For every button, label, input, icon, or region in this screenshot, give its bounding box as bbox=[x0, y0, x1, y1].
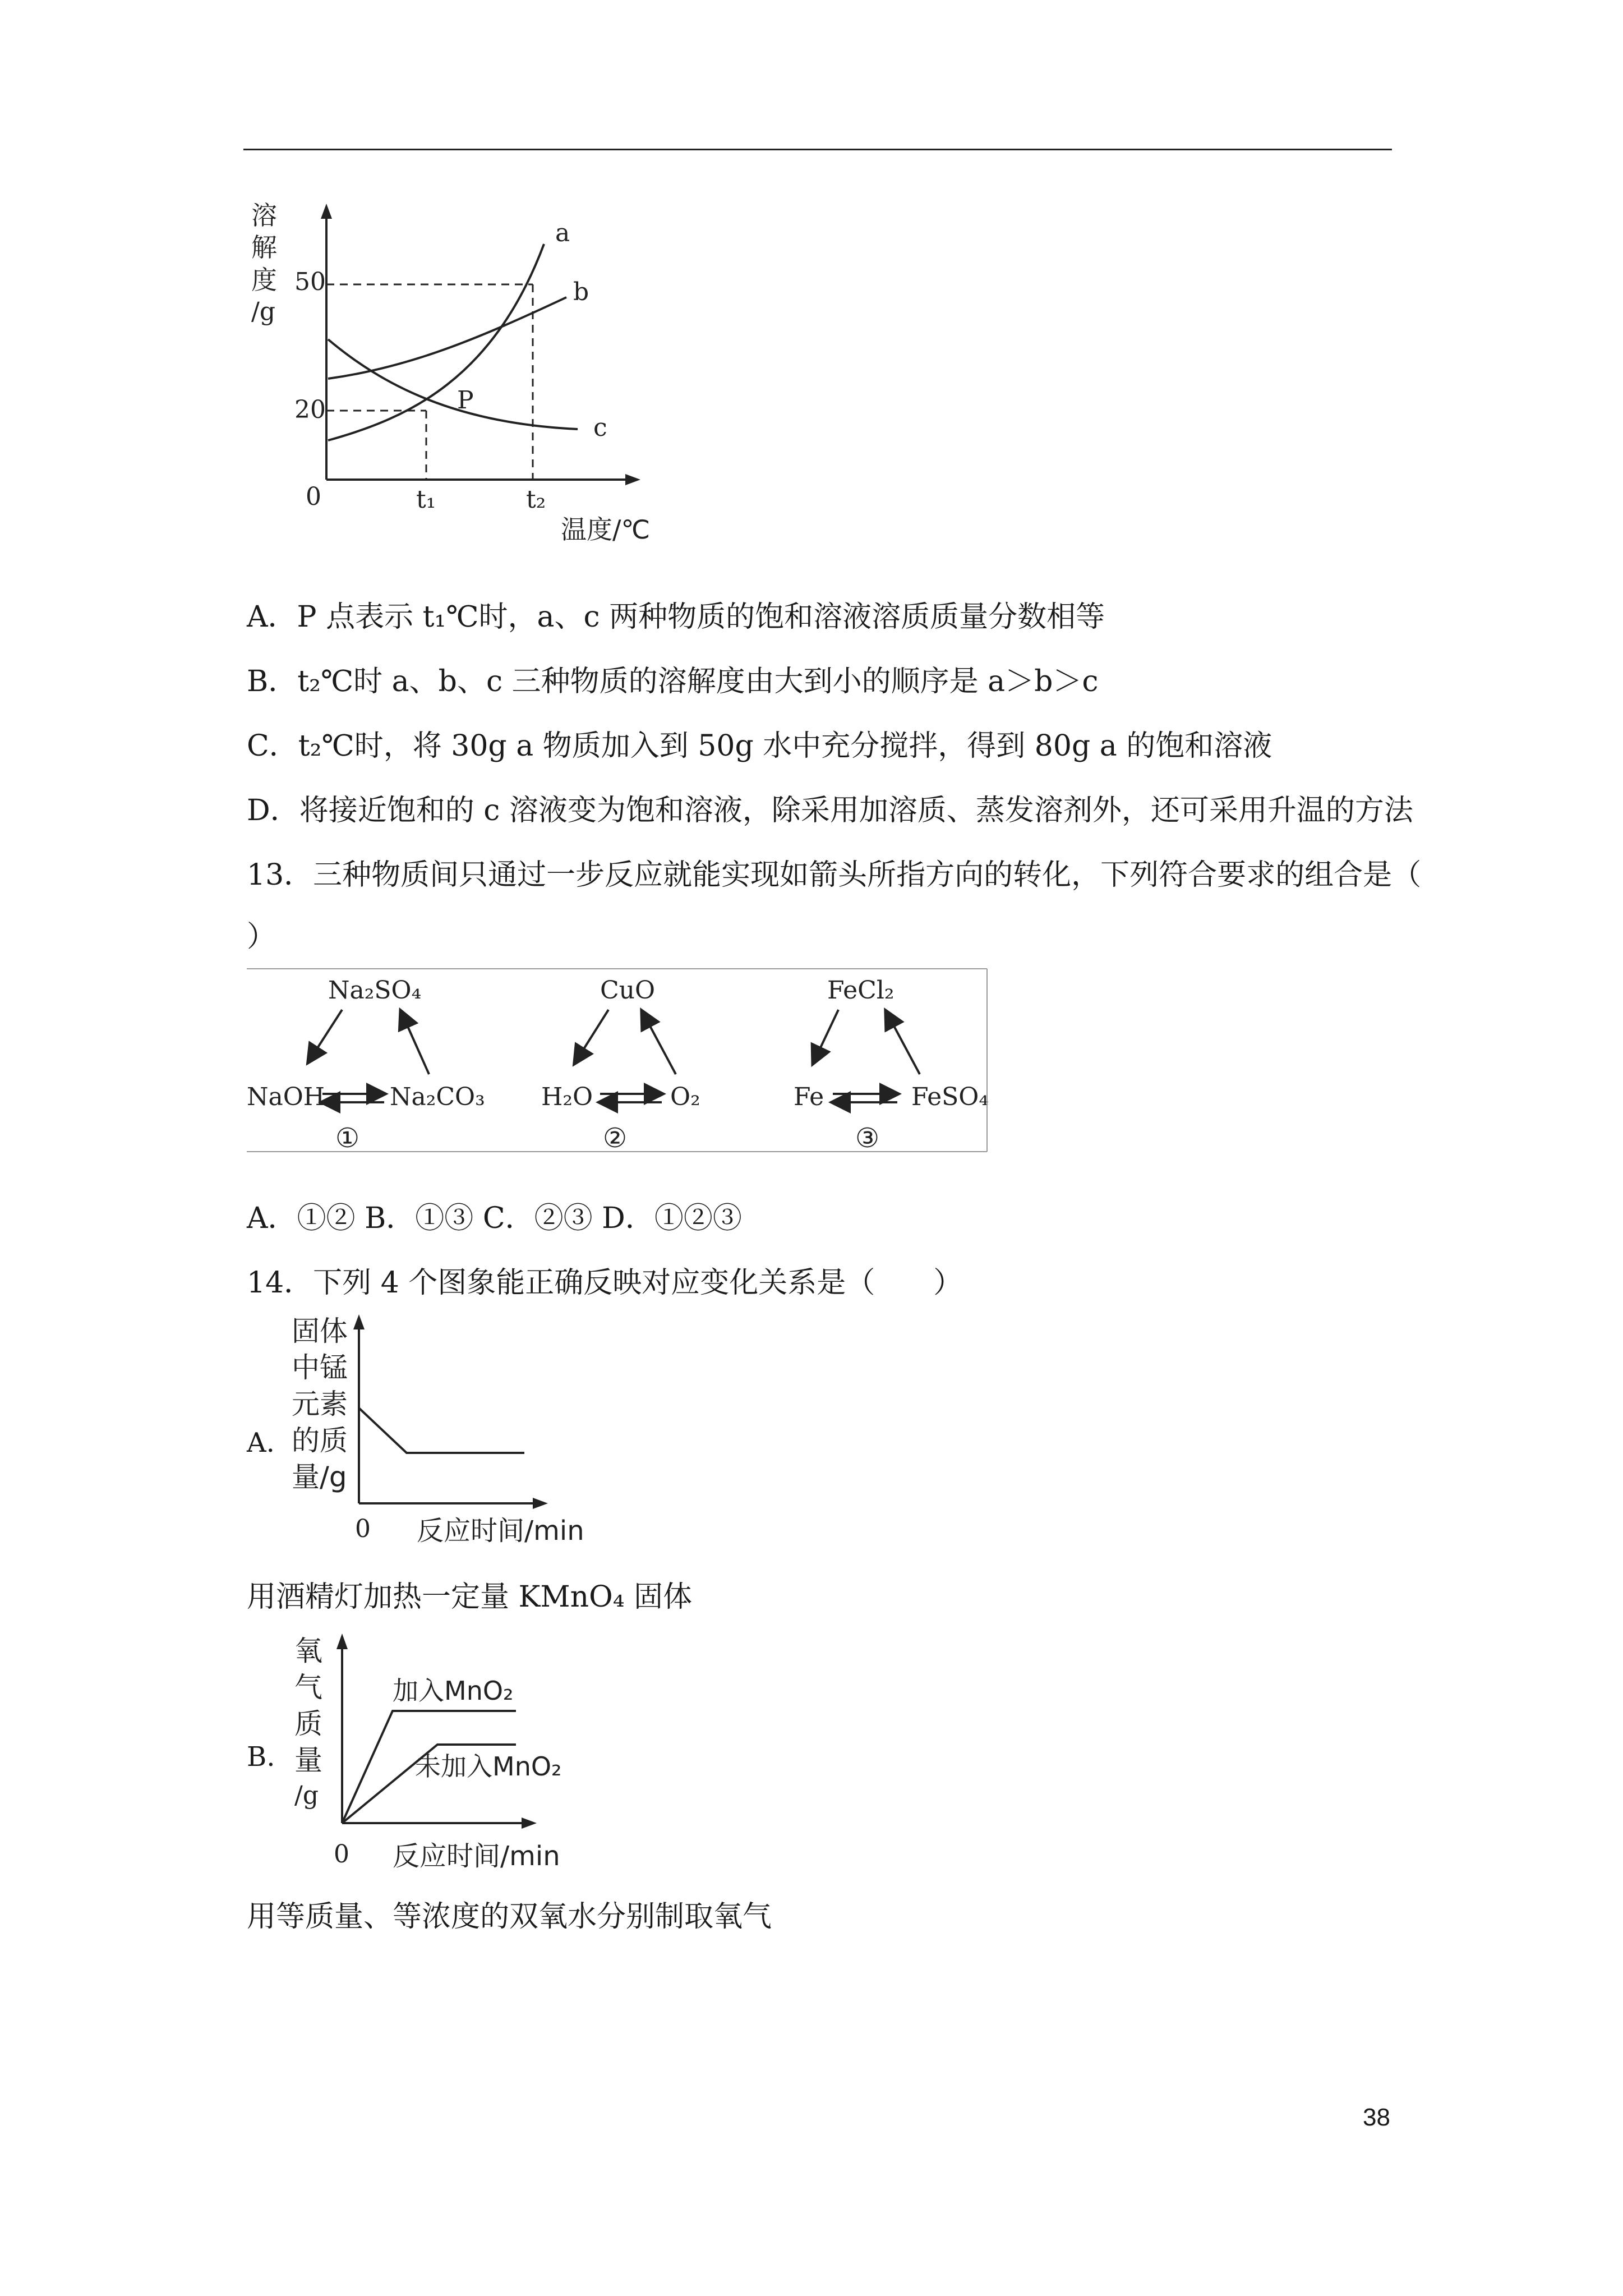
a-ylabel-3: 元素 bbox=[292, 1388, 348, 1420]
label-a: a bbox=[555, 219, 570, 247]
b-ylabel-5: /g bbox=[294, 1781, 319, 1810]
g2-top: CuO bbox=[600, 976, 656, 1005]
a-ylabel-5: 量/g bbox=[292, 1461, 347, 1493]
ytick-50: 50 bbox=[294, 268, 326, 296]
g3-top: FeCl₂ bbox=[827, 976, 895, 1005]
curve-c bbox=[328, 339, 578, 429]
a-ylabel-1: 固体 bbox=[292, 1315, 348, 1347]
g2-num: ② bbox=[603, 1122, 628, 1153]
ylabel-char-1: 溶 bbox=[251, 200, 277, 231]
header-rule bbox=[243, 149, 1392, 150]
ylabel-char-3: 度 bbox=[251, 265, 277, 295]
q12-option-b: B．t₂℃时 a、b、c 三种物质的溶解度由大到小的顺序是 a＞b＞c bbox=[247, 665, 1099, 698]
q13-stem-line2: ） bbox=[247, 920, 276, 954]
b-ylabel-2: 气 bbox=[294, 1671, 322, 1704]
a-xlabel: 反应时间/min bbox=[417, 1515, 584, 1547]
a-line bbox=[359, 1408, 524, 1453]
origin-label: 0 bbox=[306, 482, 321, 511]
q12-option-c: C．t₂℃时，将 30g a 物质加入到 50g 水中充分搅拌，得到 80g a 的饱和溶液 bbox=[247, 729, 1272, 763]
a-origin: 0 bbox=[355, 1515, 371, 1543]
g1-num: ① bbox=[335, 1122, 360, 1153]
g2-left: H₂O bbox=[541, 1083, 593, 1111]
label-b: b bbox=[573, 278, 589, 306]
q12-option-a: A．P 点表示 t₁℃时，a、c 两种物质的饱和溶液溶质质量分数相等 bbox=[247, 600, 1105, 634]
b-xlabel: 反应时间/min bbox=[393, 1841, 560, 1872]
g3-left: Fe bbox=[794, 1083, 824, 1111]
ylabel-char-2: 解 bbox=[251, 232, 277, 263]
q14-a-chart bbox=[289, 1310, 592, 1557]
q13-options: A．①② B．①③ C．②③ D．①②③ bbox=[247, 1202, 742, 1235]
b-ylabel-4: 量 bbox=[294, 1744, 322, 1777]
ytick-20: 20 bbox=[294, 395, 326, 424]
b-label-upper: 加入MnO₂ bbox=[393, 1676, 514, 1706]
xtick-t2: t₂ bbox=[526, 485, 546, 514]
q14-b-chart bbox=[289, 1627, 580, 1879]
q13-stem-line1: 13．三种物质间只通过一步反应就能实现如箭头所指方向的转化，下列符合要求的组合是（ bbox=[247, 858, 1422, 892]
q14-a-label: A. bbox=[247, 1427, 275, 1458]
b-origin: 0 bbox=[334, 1840, 349, 1869]
b-ylabel-3: 质 bbox=[294, 1708, 322, 1740]
ylabel-unit: /g bbox=[251, 297, 275, 326]
q14-b-caption: 用等质量、等浓度的双氧水分别制取氧气 bbox=[247, 1900, 772, 1934]
q14-b-label: B. bbox=[247, 1741, 275, 1773]
g3-right: FeSO₄ bbox=[911, 1083, 989, 1111]
q14-a-caption: 用酒精灯加热一定量 KMnO₄ 固体 bbox=[247, 1580, 693, 1614]
b-ylabel-1: 氧 bbox=[294, 1635, 322, 1667]
g3-num: ③ bbox=[855, 1122, 880, 1153]
label-P: P bbox=[457, 386, 474, 415]
g2-right: O₂ bbox=[670, 1083, 700, 1111]
g1-right: Na₂CO₃ bbox=[390, 1083, 485, 1111]
g1-left: NaOH bbox=[247, 1083, 325, 1111]
xtick-t1: t₁ bbox=[416, 485, 436, 514]
g1-top: Na₂SO₄ bbox=[328, 976, 422, 1005]
q12-option-d: D．将接近饱和的 c 溶液变为饱和溶液，除采用加溶质、蒸发溶剂外，还可采用升温的方法 bbox=[247, 794, 1413, 827]
xlabel: 温度/℃ bbox=[561, 514, 651, 545]
page-number: 38 bbox=[1363, 2104, 1390, 2131]
q14-stem: 14．下列 4 个图象能正确反映对应变化关系是（ ） bbox=[247, 1266, 963, 1300]
solubility-chart bbox=[241, 194, 667, 553]
a-ylabel-4: 的质 bbox=[292, 1424, 348, 1457]
a-ylabel-2: 中锰 bbox=[292, 1351, 348, 1384]
q13-conversion-diagram bbox=[247, 968, 993, 1153]
b-label-lower: 未加入MnO₂ bbox=[415, 1751, 562, 1782]
label-c: c bbox=[593, 413, 607, 442]
